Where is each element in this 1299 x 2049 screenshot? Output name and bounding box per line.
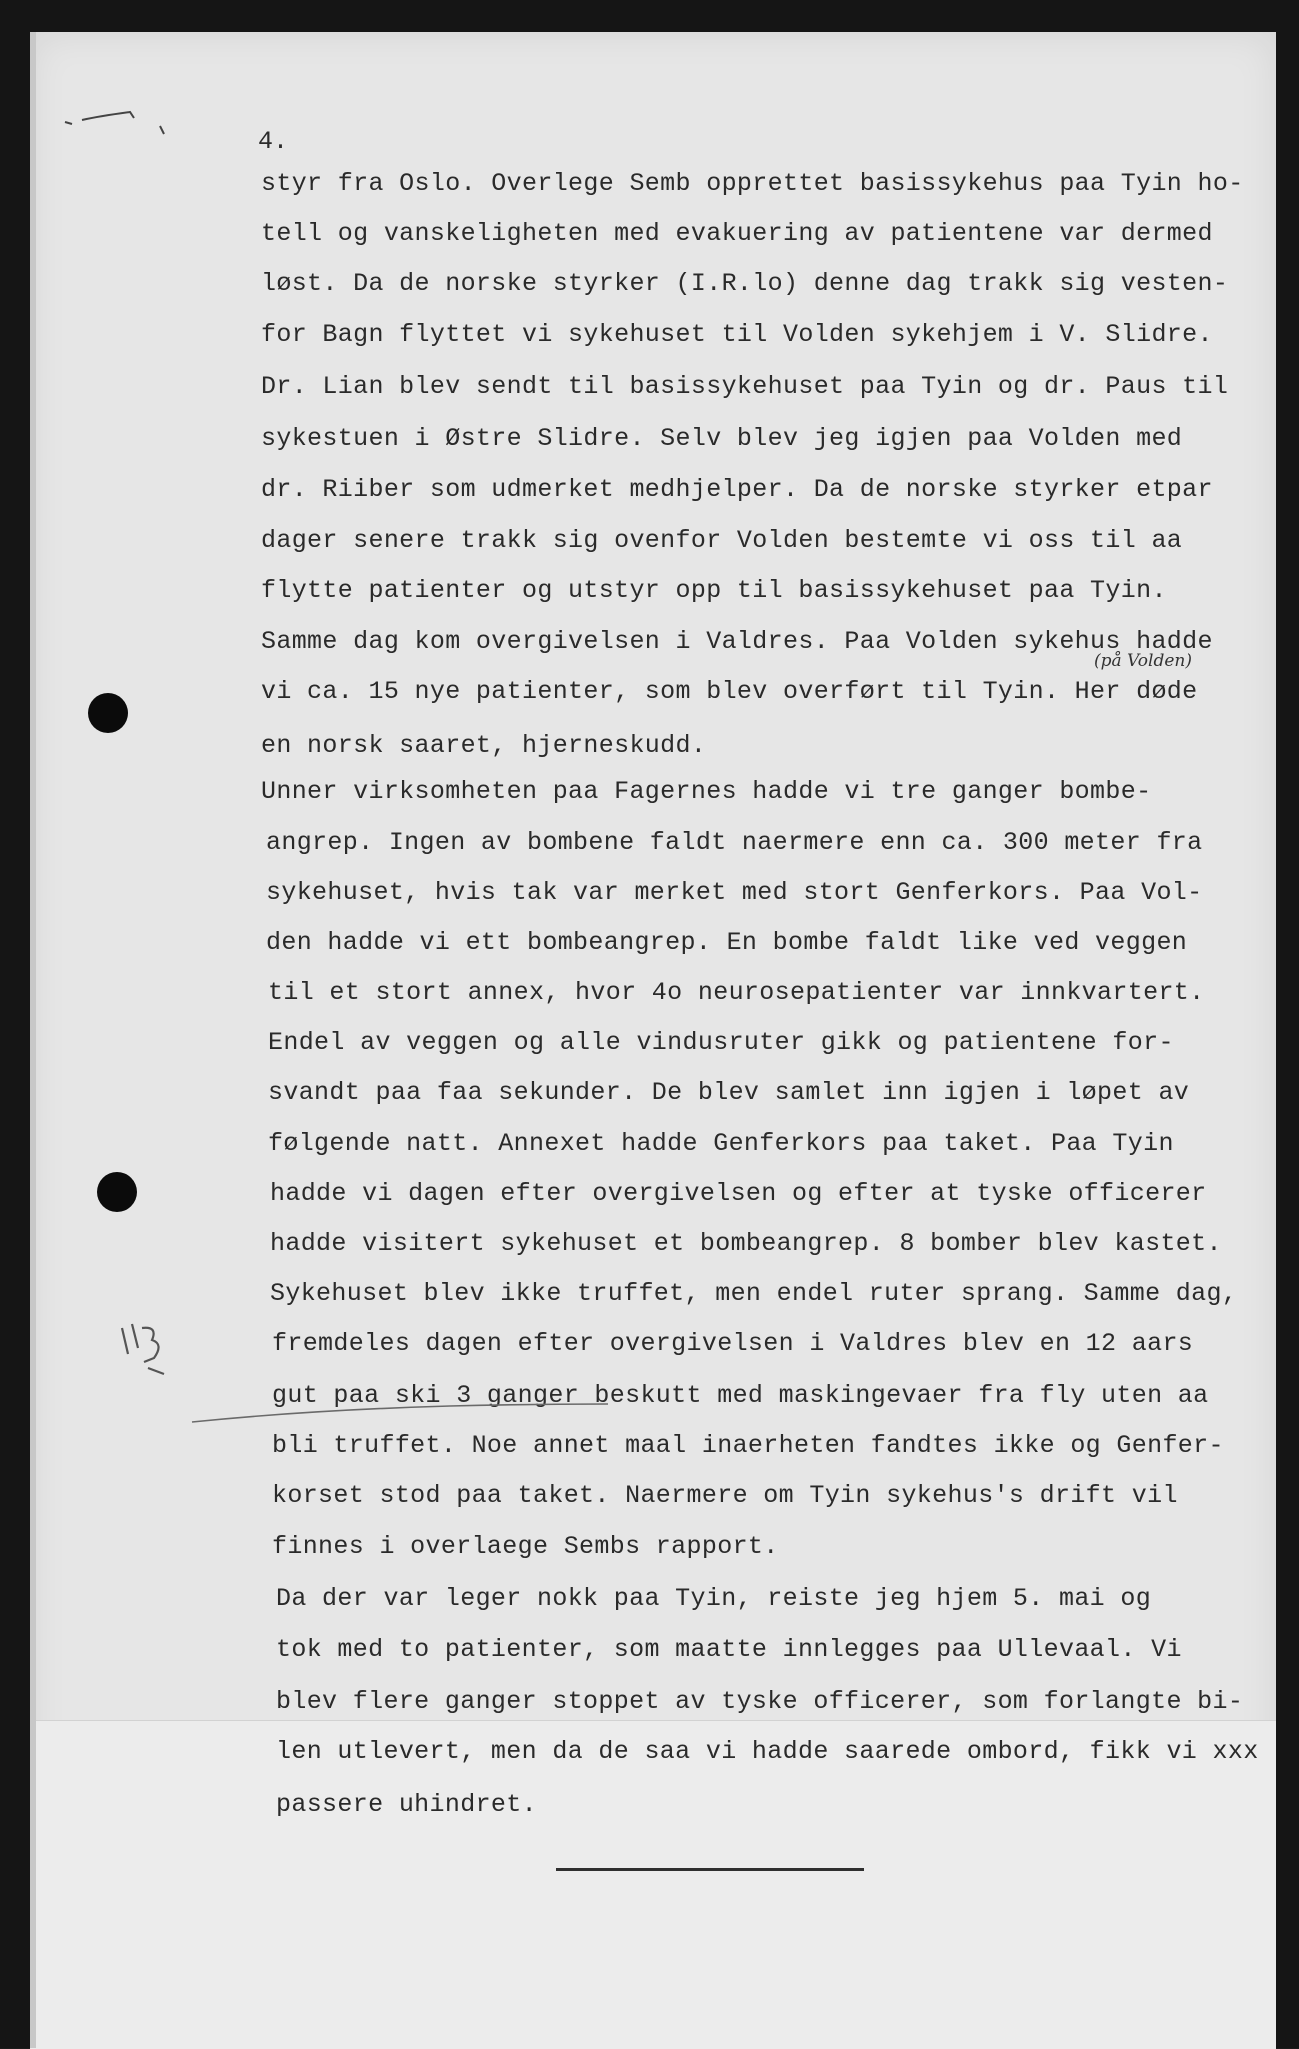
text-line: dr. Riiber som udmerket medhjelper. Da de norske styrker etpar [261,475,1213,504]
text-line: gut paa ski 3 ganger beskutt med maskingevaer fra fly uten aa [272,1381,1209,1410]
text-line: finnes i overlaege Sembs rapport. [272,1532,779,1561]
text-line: Sykehuset blev ikke truffet, men endel ruter sprang. Samme dag, [270,1279,1238,1308]
text-line: Samme dag kom overgivelsen i Valdres. Paa Volden sykehus hadde [261,627,1213,656]
text-line: styr fra Oslo. Overlege Semb opprettet basissykehus paa Tyin ho- [261,169,1244,198]
text-line: den hadde vi ett bombeangrep. En bombe faldt like ved veggen [266,928,1188,957]
punch-hole-top [88,693,128,733]
text-line: hadde vi dagen efter overgivelsen og efter at tyske officerer [270,1179,1207,1208]
text-line: angrep. Ingen av bombene faldt naermere enn ca. 300 meter fra [266,828,1203,857]
page-number: 4. [258,127,289,156]
page-spine-shadow [30,32,36,2048]
margin-pencil-mark [118,1318,178,1378]
text-line: en norsk saaret, hjerneskudd. [261,731,707,760]
text-line: til et stort annex, hvor 4o neurosepatienter var innkvartert. [268,978,1205,1007]
pencil-underline [190,1398,610,1438]
text-line: passere uhindret. [276,1790,537,1819]
text-line: vi ca. 15 nye patienter, som blev overført til Tyin. Her døde [261,677,1198,706]
text-line: bli truffet. Noe annet maal inaerheten fandtes ikke og Genfer- [272,1431,1224,1460]
text-line: Dr. Lian blev sendt til basissykehuset paa Tyin og dr. Paus til [261,372,1229,401]
text-line: fremdeles dagen efter overgivelsen i Valdres blev en 12 aars [272,1329,1194,1358]
text-line: blev flere ganger stoppet av tyske officerer, som forlangte bi- [276,1687,1244,1716]
text-line: hadde visitert sykehuset et bombeangrep. 8 bomber blev kastet. [270,1229,1222,1258]
text-line: sykestuen i Østre Slidre. Selv blev jeg igjen paa Volden med [261,424,1183,453]
text-line: sykehuset, hvis tak var merket med stort Genferkors. Paa Vol- [266,878,1203,907]
text-line: dager senere trakk sig ovenfor Volden bestemte vi oss til aa [261,526,1183,555]
punch-hole-bottom [97,1172,137,1212]
text-line: len utlevert, men da de saa vi hadde saarede ombord, fikk vi xxx [276,1737,1259,1766]
handwritten-annotation: (på Volden) [1094,651,1192,671]
text-line: tell og vanskeligheten med evakuering av patientene var dermed [261,219,1213,248]
text-line: for Bagn flyttet vi sykehuset til Volden sykehjem i V. Slidre. [261,320,1213,349]
text-line: Da der var leger nokk paa Tyin, reiste jeg hjem 5. mai og [276,1584,1152,1613]
paper-lower-section [30,1720,1276,2049]
text-line: svandt paa faa sekunder. De blev samlet inn igjen i løpet av [268,1078,1190,1107]
text-line: flytte patienter og utstyr opp til basissykehuset paa Tyin. [261,576,1167,605]
text-line: løst. Da de norske styrker (I.R.lo) denne dag trakk sig vesten- [261,269,1229,298]
text-line: korset stod paa taket. Naermere om Tyin sykehus's drift vil [272,1481,1178,1510]
text-line: Unner virksomheten paa Fagernes hadde vi tre ganger bombe- [261,777,1152,806]
text-line: følgende natt. Annexet hadde Genferkors paa taket. Paa Tyin [268,1129,1174,1158]
text-line: tok med to patienter, som maatte innlegges paa Ullevaal. Vi [276,1635,1182,1664]
end-rule [556,1868,864,1871]
text-line: Endel av veggen og alle vindusruter gikk og patientene for- [268,1028,1174,1057]
corner-pencil-mark [60,104,170,144]
